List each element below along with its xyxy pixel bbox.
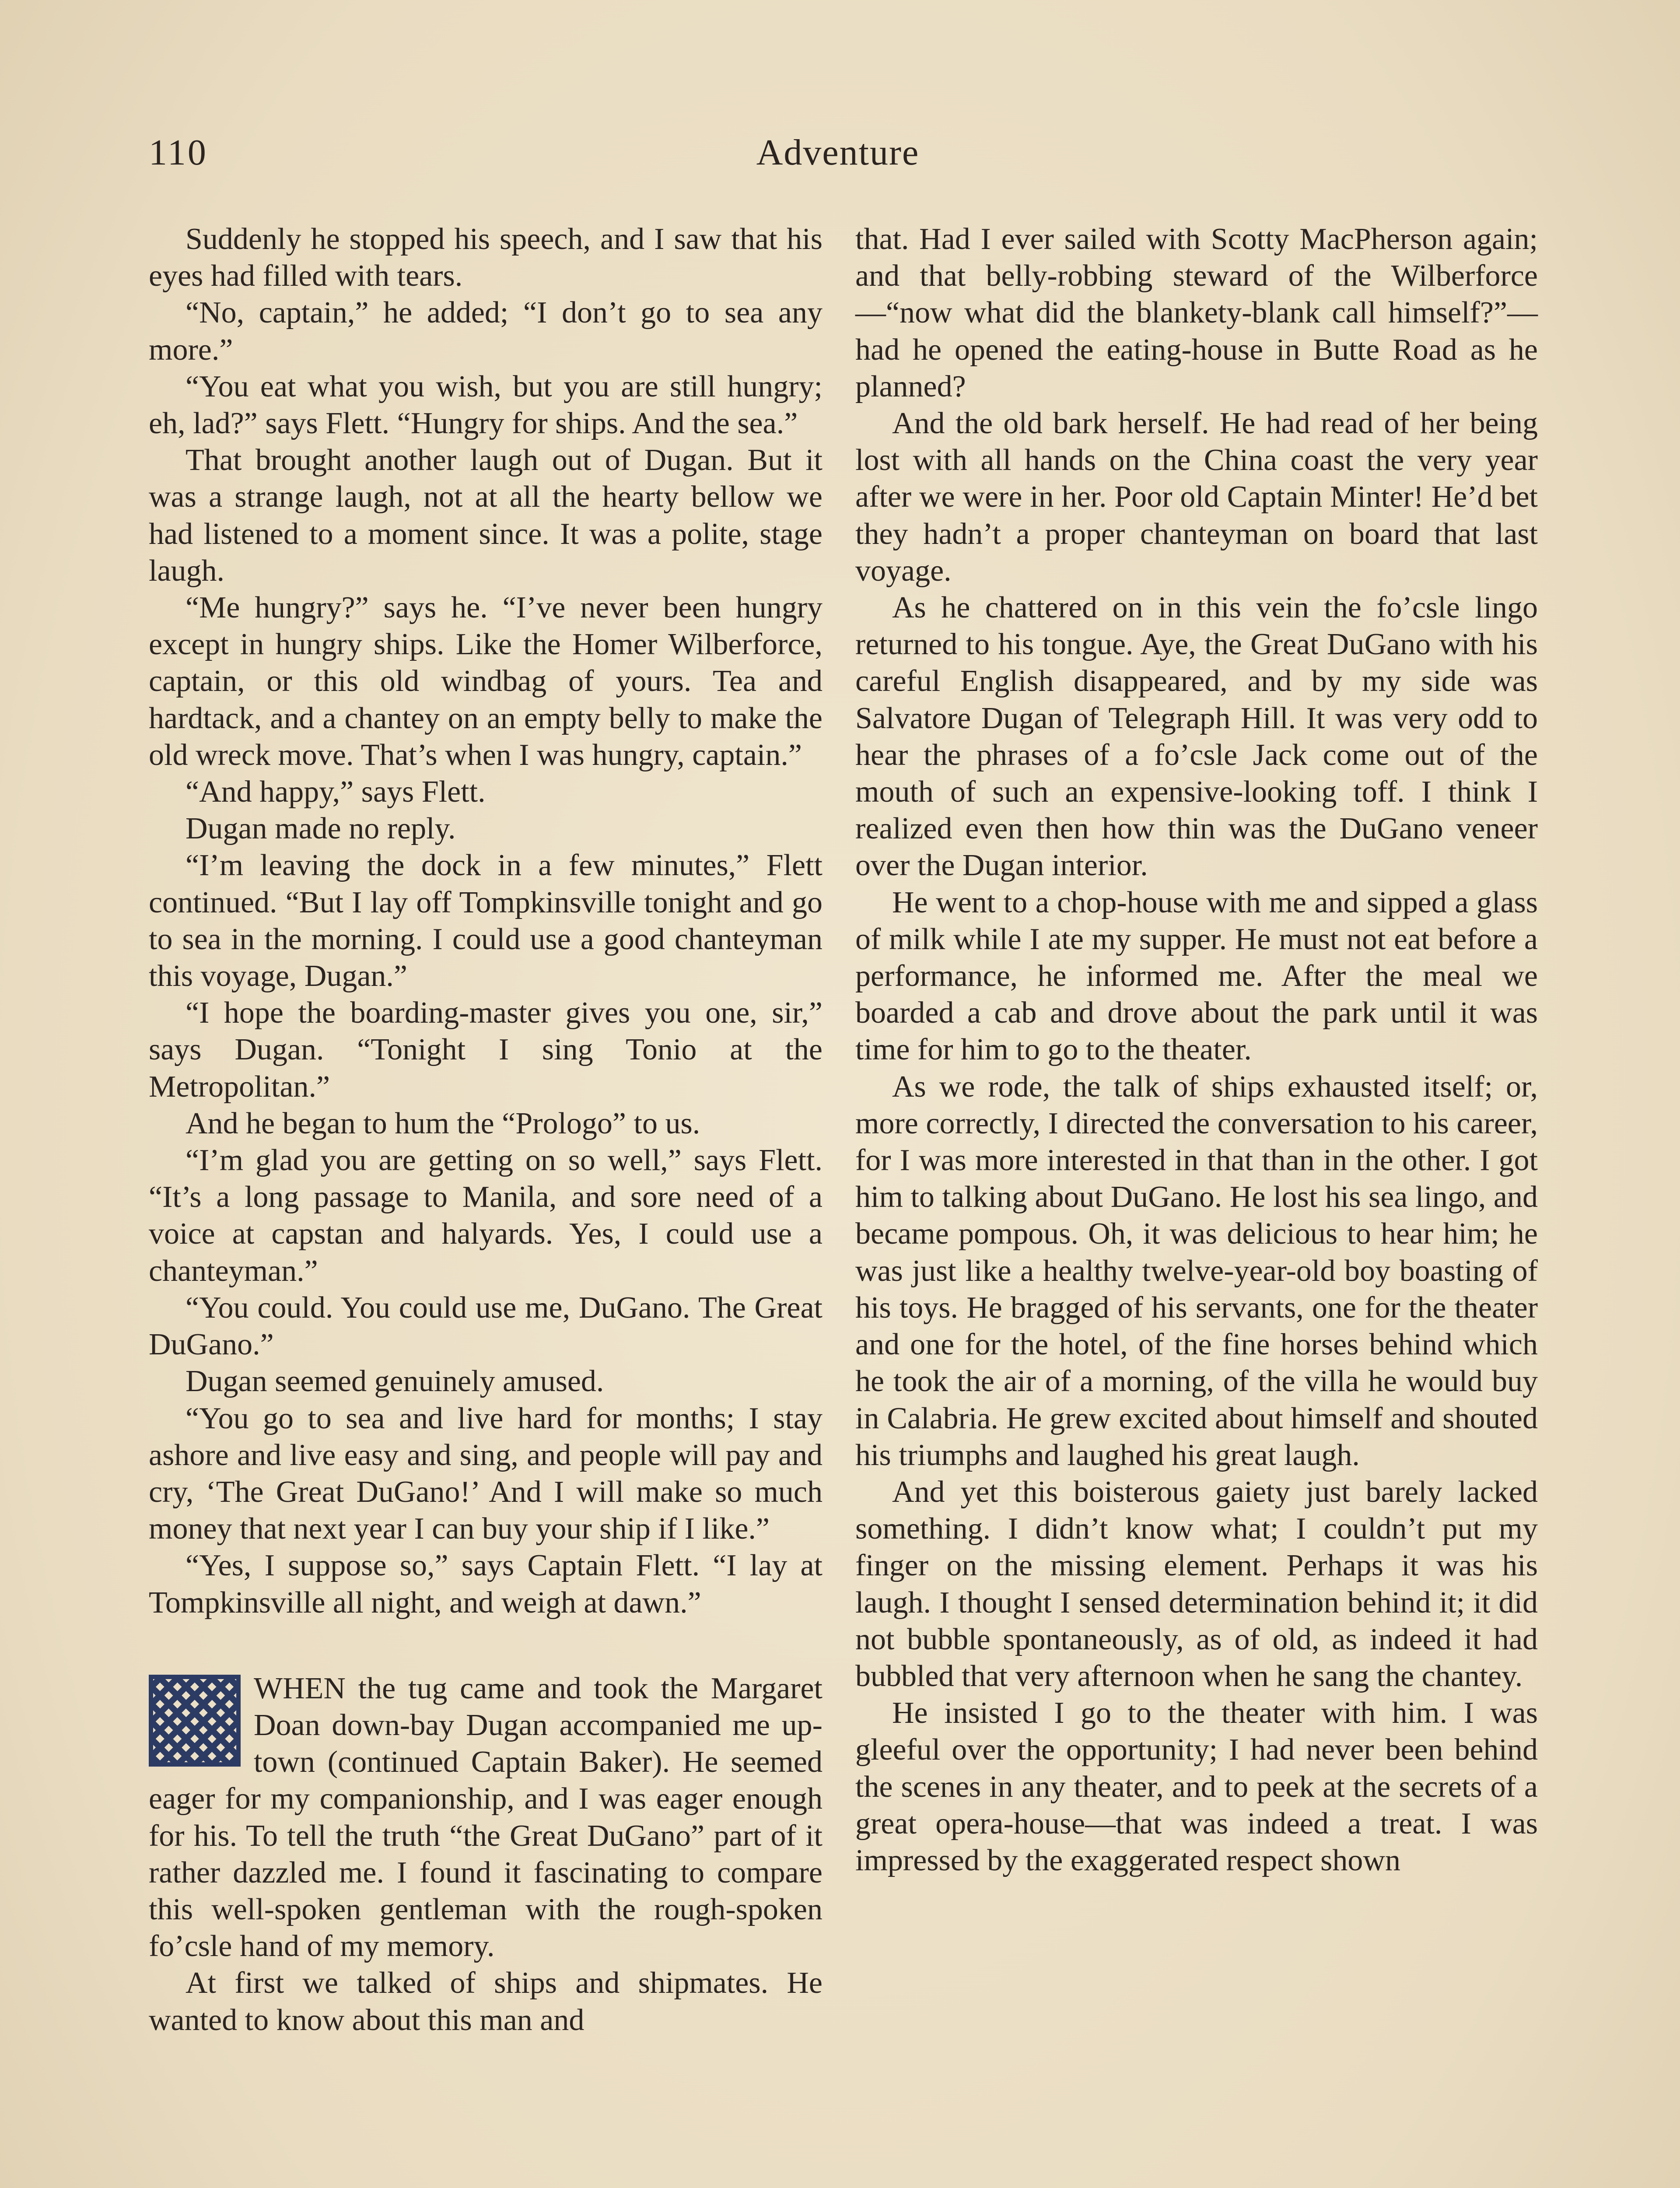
paragraph: That brought another laugh out of Dugan. But it was a strange laugh, not at all the hearty bellow we had listened to a moment since. It was a polite, stage laugh. <box>149 443 822 588</box>
paragraph: “You could. You could use me, DuGano. The Great DuGano.” <box>149 1290 822 1362</box>
paragraph: Dugan seemed genuinely amused. <box>186 1364 604 1399</box>
paragraph: “I’m leaving the dock in a few minutes,” Flett continued. “But I lay off Tompkinsville tonight and go to sea in the morning. I could use a good chanteyman this voyage, Dugan.” <box>149 849 822 993</box>
paragraph: And the old bark herself. He had read of her being lost with all hands on the China coast the very year after we were in her. Poor old Captain Minter! He’d bet they hadn’t a proper chanteyman on board that last voyage. <box>855 407 1538 588</box>
page-header <box>149 131 1527 184</box>
paragraph: “Yes, I suppose so,” says Captain Flett. “I lay at Tompkinsville all night, and weigh at dawn.” <box>149 1549 822 1620</box>
right-column <box>855 221 1538 1879</box>
paragraph: Dugan made no reply. <box>186 812 456 846</box>
paragraph: “And happy,” says Flett. <box>186 775 486 809</box>
paragraph: “You go to sea and live hard for months; I stay ashore and live easy and sing, and people will pay and cry, ‘The Great DuGano!’ And I will make so much money that next year I can buy your ship if I like.” <box>149 1401 822 1546</box>
paragraph: that. Had I ever sailed with Scotty MacPherson again; and that belly-robbing steward of the Wilberforce—“now what did the blankety-blank call himself?”—had he opened the eating-house in Butte Road as he planned? <box>855 222 1538 403</box>
page-number: 110 <box>149 132 208 173</box>
paragraph: He insisted I go to the theater with him. I was gleeful over the opportunity; I had never been behind the scenes in any theater, and to peek at the secrets of a great opera-house—that was indeed a treat. I was impressed by the exaggerated respect shown <box>855 1696 1538 1877</box>
paragraph: “Me hungry?” says he. “I’ve never been hungry except in hungry ships. Like the Homer Wilberforce, captain, or this old windbag of yours. Tea and hardtack, and a chantey on an empty belly to make the old wreck move. That’s when I was hungry, captain.” <box>149 591 822 772</box>
paragraph: At first we talked of ships and shipmates. He wanted to know about this man and <box>149 1966 822 2037</box>
paragraph: As he chattered on in this vein the fo’csle lingo returned to his tongue. Aye, the Great DuGano with his careful English disappeared, and by my side was Salvatore Dugan of Telegraph Hill. It was very odd to hear the phrases of a fo’csle Jack come out of the mouth of such an expensive-looking toff. I think I realized even then how thin was the DuGano veneer over the Dugan interior. <box>855 591 1538 883</box>
paragraph: WHEN the tug came and took the Margaret Doan down-bay Dugan accompanied me up-town (continued Captain Baker). He seemed eager for my companionship, and I was eager enough for his. To tell the truth “the Great DuGano” part of it rather dazzled me. I found it fascinating to compare this well-spoken gentleman with the rough-spoken fo’csle hand of my memory. <box>149 1671 822 1964</box>
section-ornament-icon <box>149 1675 241 1767</box>
paragraph: And yet this boisterous gaiety just barely lacked something. I didn’t know what; I couldn’t put my finger on the missing element. Perhaps it was his laugh. I thought I sensed determination behind it; it did not bubble spontaneously, as of old, as indeed it had bubbled that very afternoon when he sang the chantey. <box>855 1475 1538 1693</box>
paragraph: Suddenly he stopped his speech, and I saw that his eyes had filled with tears. <box>149 222 822 293</box>
paragraph: “No, captain,” he added; “I don’t go to sea any more.” <box>149 296 822 367</box>
paragraph: “I’m glad you are getting on so well,” says Flett. “It’s a long passage to Manila, and sore need of a voice at capstan and halyards. Yes, I could use a chanteyman.” <box>149 1143 822 1288</box>
left-column <box>149 221 822 2039</box>
paragraph: He went to a chop-house with me and sipped a glass of milk while I ate my supper. He must not eat before a performance, he informed me. After the meal we boarded a cab and drove about the park until it was time for him to go to the theater. <box>855 885 1538 1067</box>
paragraph: And he began to hum the “Prologo” to us. <box>186 1106 700 1140</box>
paragraph: “You eat what you wish, but you are still hungry; eh, lad?” says Flett. “Hungry for ships. And the sea.” <box>149 369 822 441</box>
section-break-paragraph <box>149 1670 822 1965</box>
paragraph: As we rode, the talk of ships exhausted itself; or, more correctly, I directed the conversation to his career, for I was more interested in that than in the other. I got him to talking about DuGano. He lost his sea lingo, and became pompous. Oh, it was delicious to hear him; he was just like a healthy twelve-year-old boy boasting of his toys. He bragged of his servants, one for the theater and one for the hotel, of the fine horses behind which he took the air of a morning, of the villa he would buy in Calabria. He grew excited about himself and shouted his triumphs and laughed his great laugh. <box>855 1069 1538 1472</box>
paragraph: “I hope the boarding-master gives you one, sir,” says Dugan. “Tonight I sing Tonio at the Metropolitan.” <box>149 996 822 1104</box>
running-title: Adventure <box>756 132 920 173</box>
